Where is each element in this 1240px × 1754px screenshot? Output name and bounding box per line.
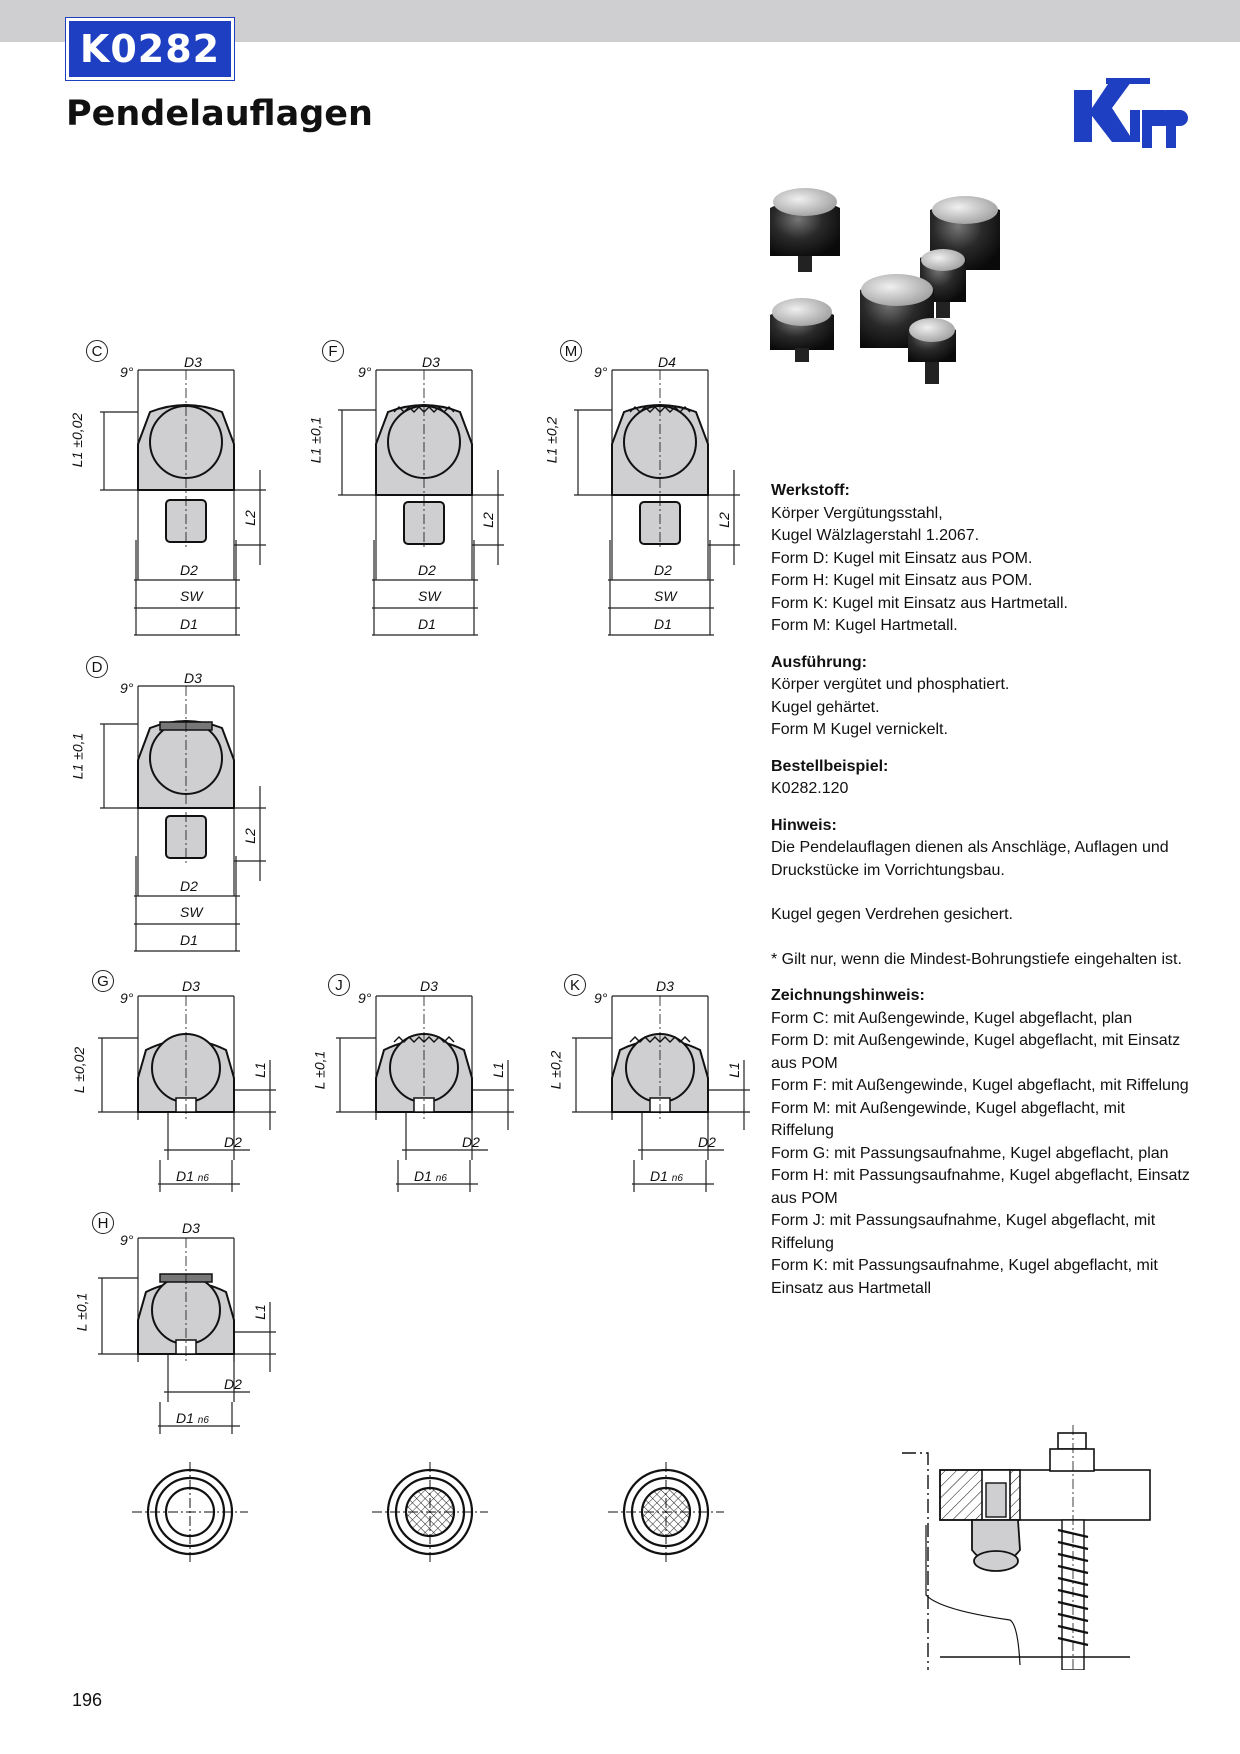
label-l2: L2	[715, 512, 732, 528]
top-view-carbide	[606, 1460, 726, 1564]
kipp-logo	[1072, 72, 1188, 162]
page-title: Pendelauflagen	[66, 94, 373, 134]
ausfuehrung-line: Form M Kugel vernickelt.	[771, 721, 948, 738]
zeichnung-line: Form H: mit Passungsaufnahme, Kugel abgeflacht, Einsatz aus POM	[771, 1167, 1190, 1207]
label-d2: D2	[418, 562, 436, 578]
label-d1: D1	[654, 616, 672, 632]
label-d3: D3	[184, 354, 202, 370]
label-tolerance: L ±0,1	[73, 1292, 90, 1332]
label-angle: 9°	[120, 364, 134, 380]
bestellbeispiel-heading: Bestellbeispiel:	[771, 757, 889, 775]
drawing-form-k	[547, 970, 774, 1200]
label-d3: D3	[422, 354, 440, 370]
label-d1-n6: D1 n6	[650, 1168, 683, 1184]
ausfuehrung-line: Körper vergütet und phosphatiert.	[771, 676, 1010, 693]
label-d2: D2	[224, 1134, 242, 1150]
zeichnung-line: Form M: mit Außengewinde, Kugel abgeflacht, mit Riffelung	[771, 1099, 1125, 1139]
label-angle: 9°	[120, 1232, 134, 1248]
form-letter-m: M	[560, 340, 582, 362]
page-number: 196	[72, 1690, 103, 1710]
zeichnung-line: Form C: mit Außengewinde, Kugel abgeflacht, plan	[771, 1009, 1133, 1027]
zeichnung-line: Form J: mit Passungsaufnahme, Kugel abgeflacht, mit Riffelung	[771, 1212, 1156, 1252]
label-angle: 9°	[358, 990, 372, 1006]
label-angle: 9°	[358, 364, 372, 380]
label-tolerance: L1 ±0,2	[543, 416, 560, 464]
top-view-plain	[130, 1460, 250, 1564]
label-tolerance: L1 ±0,02	[69, 412, 86, 468]
label-sw: SW	[180, 904, 203, 920]
top-view-knurled	[370, 1460, 490, 1564]
label-l2: L2	[479, 512, 496, 528]
label-l1: L1	[725, 1062, 742, 1078]
zeichnung-line: Form G: mit Passungsaufnahme, Kugel abgeflacht, plan	[771, 1144, 1169, 1162]
label-tolerance: L ±0,2	[547, 1050, 564, 1090]
ausfuehrung-line: Kugel gehärtet.	[771, 698, 880, 716]
label-d2: D2	[698, 1134, 716, 1150]
label-d1-n6: D1 n6	[176, 1168, 209, 1184]
form-letter-d: D	[86, 656, 108, 678]
label-sw: SW	[654, 588, 677, 604]
label-d3: D3	[182, 1220, 200, 1236]
zeichnung-line: Form D: mit Außengewinde, Kugel abgeflacht, mit Einsatz aus POM	[771, 1032, 1181, 1072]
drawing-form-g	[71, 970, 300, 1200]
label-l1: L1	[489, 1062, 506, 1078]
ausfuehrung-heading: Ausführung:	[771, 653, 867, 671]
form-letter-c: C	[86, 340, 108, 362]
bestellbeispiel-value: K0282.120	[771, 780, 849, 797]
label-tolerance: L1 ±0,1	[69, 732, 86, 780]
label-l1: L1	[251, 1304, 268, 1320]
zeichnung-line: Form F: mit Außengewinde, Kugel abgeflacht, mit Riffelung	[771, 1077, 1189, 1094]
form-letter-h: H	[92, 1212, 114, 1234]
werkstoff-line: Form H: Kugel mit Einsatz aus POM.	[771, 572, 1033, 589]
label-d1-n6: D1 n6	[176, 1410, 209, 1426]
label-sw: SW	[418, 588, 441, 604]
hinweis-text: Die Pendelauflagen dienen als Anschläge, Auflagen und Druckstücke im Vorrichtungsbau.	[771, 839, 1169, 879]
label-tolerance: L ±0,1	[311, 1050, 328, 1090]
label-d4: D4	[658, 354, 676, 370]
werkstoff-line: Form M: Kugel Hartmetall.	[771, 617, 958, 634]
hinweis-heading: Hinweis:	[771, 816, 837, 834]
label-sw: SW	[180, 588, 203, 604]
drawing-form-f	[307, 340, 538, 640]
product-photo	[760, 180, 1090, 435]
label-angle: 9°	[594, 990, 608, 1006]
label-d3: D3	[184, 670, 202, 686]
zeichnungshinweis-heading: Zeichnungshinweis:	[771, 987, 925, 1004]
werkstoff-line: Form D: Kugel mit Einsatz aus POM.	[771, 549, 1033, 567]
drawing-form-j	[311, 970, 538, 1200]
label-d1: D1	[180, 616, 198, 632]
label-d2: D2	[462, 1134, 480, 1150]
zeichnung-line: Form K: mit Passungsaufnahme, Kugel abgeflacht, mit Einsatz aus Hartmetall	[771, 1257, 1158, 1297]
label-l2: L2	[241, 510, 258, 526]
label-d3: D3	[656, 978, 674, 994]
label-d1: D1	[180, 932, 198, 948]
description-column	[771, 480, 1191, 1300]
product-code-badge: K0282	[66, 18, 234, 80]
label-d2: D2	[654, 562, 672, 578]
form-letter-j: J	[328, 974, 350, 996]
label-tolerance: L ±0,02	[71, 1046, 88, 1094]
label-l2: L2	[241, 828, 258, 844]
drawing-form-m	[543, 340, 774, 640]
label-d3: D3	[420, 978, 438, 994]
label-tolerance: L1 ±0,1	[307, 416, 324, 464]
hinweis-text-2: Kugel gegen Verdrehen gesichert.	[771, 906, 1013, 923]
label-d1: D1	[418, 616, 436, 632]
label-angle: 9°	[120, 680, 134, 696]
werkstoff-heading: Werkstoff:	[771, 482, 850, 499]
label-d1-n6: D1 n6	[414, 1168, 447, 1184]
label-d3: D3	[182, 978, 200, 994]
label-l1: L1	[251, 1062, 268, 1078]
form-letter-f: F	[322, 340, 344, 362]
label-d2: D2	[180, 878, 198, 894]
label-angle: 9°	[594, 364, 608, 380]
label-d2: D2	[224, 1376, 242, 1392]
werkstoff-line: Kugel Wälzlagerstahl 1.2067.	[771, 527, 980, 544]
footnote: * Gilt nur, wenn die Mindest-Bohrungstiefe eingehalten ist.	[771, 950, 1182, 968]
label-d2: D2	[180, 562, 198, 578]
drawing-form-h	[73, 1212, 300, 1442]
form-letter-g: G	[92, 970, 114, 992]
application-drawing	[900, 1425, 1170, 1670]
form-letter-k: K	[564, 974, 586, 996]
label-angle: 9°	[120, 990, 134, 1006]
drawing-form-c	[69, 340, 300, 640]
drawing-form-d	[69, 656, 300, 956]
werkstoff-line: Form K: Kugel mit Einsatz aus Hartmetall.	[771, 594, 1068, 612]
werkstoff-line: Körper Vergütungsstahl,	[771, 504, 943, 522]
